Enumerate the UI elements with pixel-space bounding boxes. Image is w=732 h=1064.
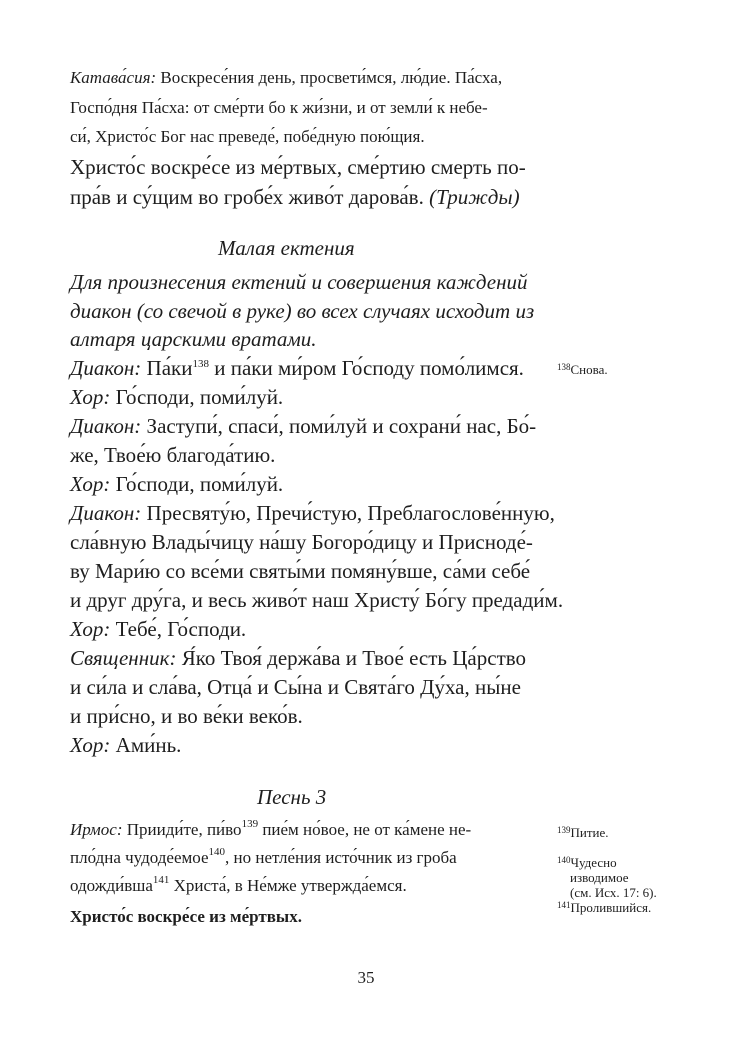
katavasia-label: Катава́сия:: [70, 68, 157, 87]
katavasia-text-1: Воскресе́ния день, просвети́мся, лю́дие. Па́сха,: [156, 68, 503, 87]
rubric-line-3: алтаря царскими вратами.: [70, 327, 317, 351]
irmos-line-1: [70, 820, 471, 840]
footnote-ref-141: 141: [152, 874, 170, 886]
irmos-refrain: Христо́с воскре́се из ме́ртвых.: [70, 907, 302, 926]
petition-text: Пресвяту́ю, Пречи́стую, Преблагослове́нную,: [141, 501, 555, 525]
footnote-text: Пролившийся.: [570, 900, 652, 915]
page-number: 35: [357, 968, 375, 987]
deacon-petition-3-line-3: ву Мари́ю со все́ми святы́ми помяну́вше, са́ми себе́: [70, 559, 531, 583]
troparion-note: (Трижды): [429, 185, 520, 209]
choir-response-2: [70, 472, 283, 497]
petition-text: и па́ки ми́ром Го́споду помо́лимся.: [208, 356, 524, 380]
irmos-text: Прииди́те, пи́во: [122, 820, 242, 839]
speaker-priest: Священник:: [70, 646, 177, 670]
deacon-petition-2-line-2: же, Твое́ю благода́тию.: [70, 443, 276, 467]
footnote-139: [557, 825, 609, 840]
footnote-number: 139: [557, 825, 571, 835]
troparion-line-1: Христо́с воскре́се из ме́ртвых, сме́ртию смерть по-: [70, 155, 526, 179]
irmos-line-3: [70, 876, 407, 896]
footnote-number: 141: [557, 900, 571, 910]
deacon-petition-1: [70, 356, 524, 381]
rubric-line-2: диакон (со свечой в руке) во всех случаях исходит из: [70, 299, 535, 323]
footnote-140: [557, 855, 657, 900]
footnote-text: (см. Исх. 17: 6).: [570, 885, 657, 900]
footnote-number: 140: [557, 855, 571, 865]
deacon-petition-2-line-1: [70, 414, 536, 439]
katavasia-line-3: си́, Христо́с Бог нас преведе́, побе́дную пою́щия.: [70, 127, 425, 146]
katavasia-line-2: Госпо́дня Па́сха: от сме́рти бо к жи́зни, и от земли́ к небе-: [70, 98, 488, 117]
footnote-text: Снова.: [570, 362, 608, 377]
footnote-text: Чудесно: [570, 855, 617, 870]
response-text: Го́споди, поми́луй.: [110, 472, 284, 496]
irmos-text: одожди́вша: [70, 876, 153, 895]
speaker-choir: Хор:: [70, 472, 111, 496]
deacon-petition-3-line-1: [70, 501, 555, 526]
footnote-141: [557, 900, 651, 915]
footnote-number: 138: [557, 362, 571, 372]
katavasia-line-1: [70, 68, 502, 88]
irmos-label: Ирмос:: [70, 820, 123, 839]
response-text: Ами́нь.: [110, 733, 182, 757]
deacon-petition-3-line-2: сла́вную Влады́чицу на́шу Богоро́дицу и Присноде́-: [70, 530, 533, 554]
petition-text: Заступи́, спаси́, поми́луй и сохрани́ нас, Бо́-: [141, 414, 537, 438]
speaker-choir: Хор:: [70, 733, 111, 757]
song3-title: Песнь 3: [257, 785, 327, 809]
choir-response-1: [70, 385, 283, 410]
litany-title: Малая ектения: [218, 236, 355, 260]
irmos-text: пие́м но́вое, не от ка́мене не-: [258, 820, 472, 839]
irmos-line-2: [70, 848, 457, 868]
choir-response-4: [70, 733, 181, 758]
exclamation-text: Я́ко Твоя́ держа́ва и Твое́ есть Ца́рство: [176, 646, 527, 670]
footnote-ref-138: 138: [192, 358, 209, 370]
speaker-deacon: Диакон:: [70, 356, 142, 380]
speaker-deacon: Диакон:: [70, 414, 142, 438]
deacon-petition-3-line-4: и друг дру́га, и весь живо́т наш Христу́ Бо́гу предади́м.: [70, 588, 564, 612]
speaker-choir: Хор:: [70, 385, 111, 409]
rubric-line-1: Для произнесения ектений и совершения каждений: [70, 270, 528, 294]
footnote-ref-139: 139: [241, 818, 259, 830]
troparion-text-2: пра́в и су́щим во гробе́х живо́т дарова́в.: [70, 185, 424, 209]
petition-text: Па́ки: [141, 356, 193, 380]
irmos-text: пло́дна чудоде́емое: [70, 848, 209, 867]
irmos-text: , но нетле́ния исто́чник из гроба: [225, 848, 457, 867]
priest-exclamation-line-1: [70, 646, 526, 671]
footnote-ref-140: 140: [208, 846, 226, 858]
speaker-choir: Хор:: [70, 617, 111, 641]
response-text: Го́споди, поми́луй.: [110, 385, 284, 409]
footnote-138: [557, 362, 608, 377]
response-text: Тебе́, Го́споди.: [110, 617, 247, 641]
footnote-text: изводимое: [570, 870, 629, 885]
choir-response-3: [70, 617, 246, 642]
priest-exclamation-line-3: и при́сно, и во ве́ки веко́в.: [70, 704, 303, 728]
speaker-deacon: Диакон:: [70, 501, 142, 525]
troparion-line-2: [70, 185, 520, 210]
footnote-text: Питие.: [570, 825, 609, 840]
irmos-text: Христа́, в Не́мже утвержда́емся.: [169, 876, 407, 895]
priest-exclamation-line-2: и си́ла и сла́ва, Отца́ и Сы́на и Свята́го Ду́ха, ны́не: [70, 675, 521, 699]
